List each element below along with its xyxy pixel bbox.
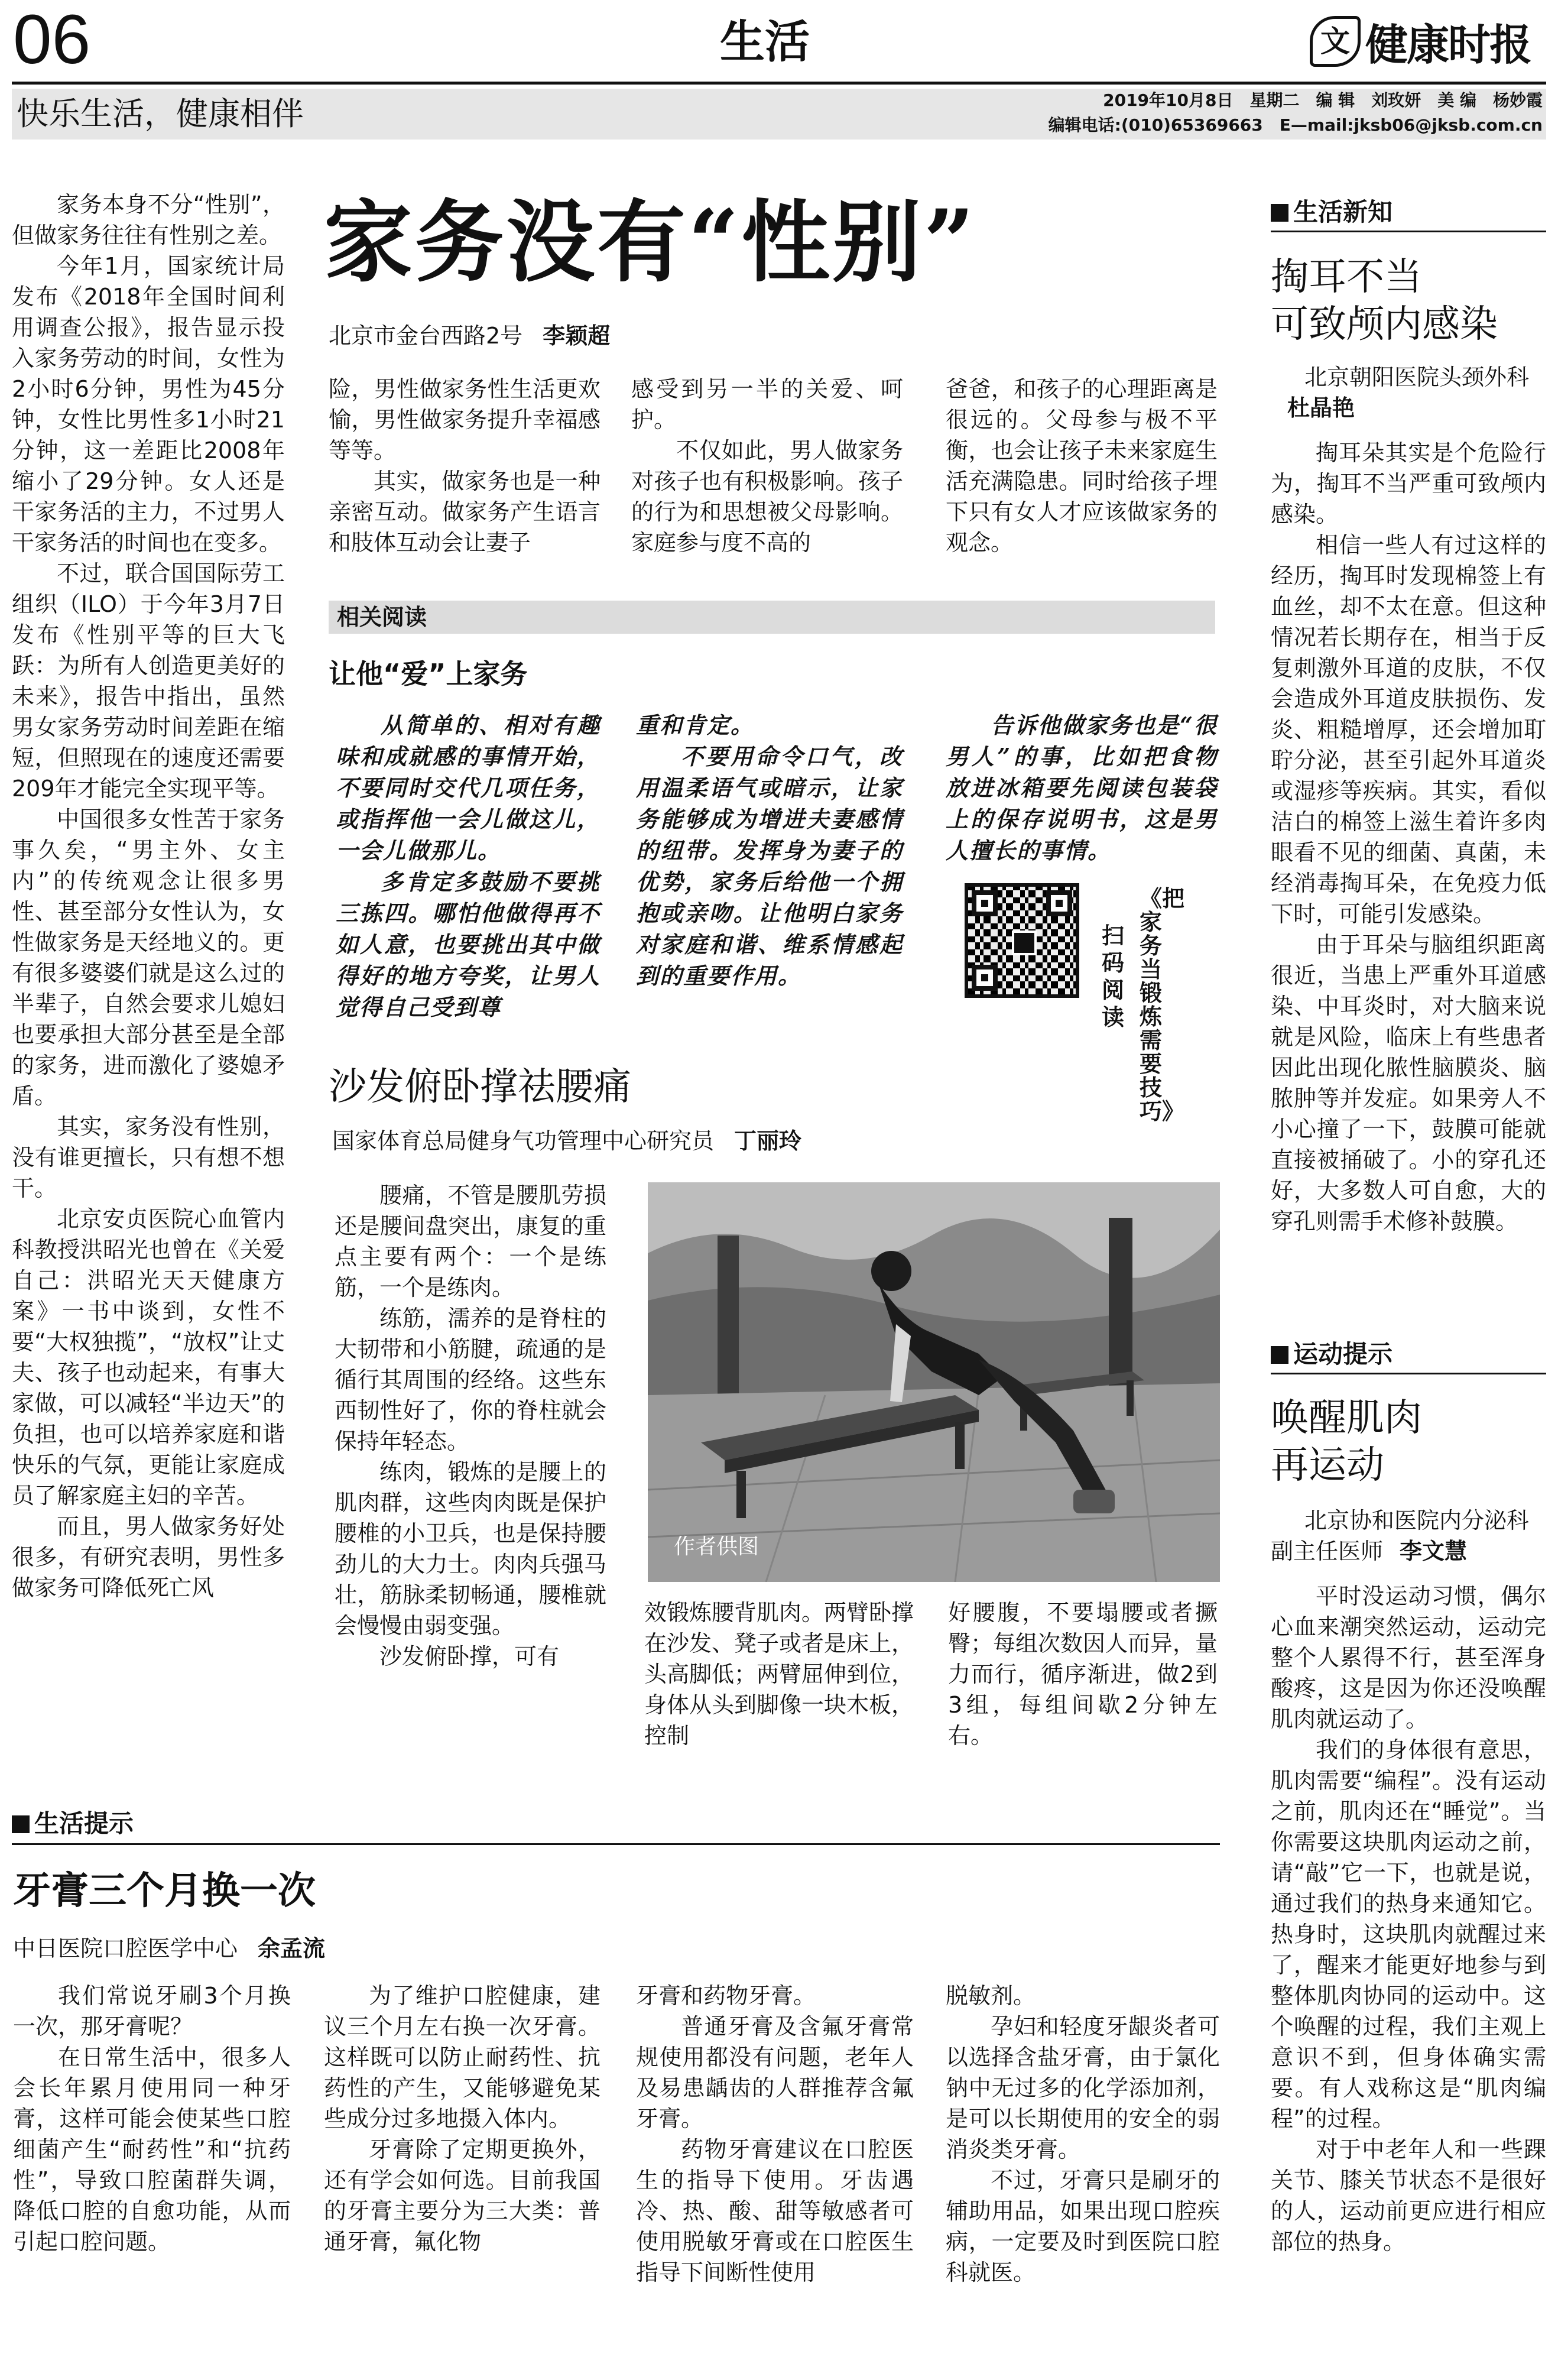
qr-finder-tl (972, 890, 998, 916)
paragraph: 今年1月，国家统计局发布《2018年全国时间利用调查公报》，报告显示投入家务劳动的时间，女性为2小时6分钟，男性为45分钟，女性比男性多1小时21分钟，这一差距比2008年缩小了29分钟。女人还是干家务活的主力，不过男人干家务活的时间也在变多。 (12, 253, 285, 556)
paragraph: 普通牙膏及含氟牙膏常规使用都没有问题，老年人及易患龋齿的人群推荐含氟牙膏。 (636, 2013, 914, 2132)
qr-code[interactable] (965, 883, 1079, 998)
photo-credit: 作者供图 (674, 1535, 759, 1559)
paragraph: 相信一些人有过这样的经历，掏耳时发现棉签上有血丝，却不太在意。但这种情况若长期存在，相当于反复刺激外耳道的皮肤，不仅会造成外耳道皮肤损伤、发炎、粗糙增厚，还会增加耵聍分泌，甚至引起外耳道炎或湿疹等疾病。其实，看似洁白的棉签上滋生着许多肉眼看不见的细菌、真菌，未经消毒掏耳朵，在免疫力低下时，可能引发感染。 (1271, 532, 1546, 927)
tips-column-1 (13, 1980, 291, 2257)
issue-info: 2019年10月8日 星期二 编 辑 刘玫妍 美 编 杨妙霞 (1103, 90, 1543, 110)
paragraph: 孕妇和轻度牙龈炎者可以选择含盐牙膏，由于氯化钠中无过多的化学添加剂，是可以长期使用的安全的弱消炎类牙膏。 (946, 2013, 1220, 2162)
paragraph: 家务本身不分“性别”，但做家务往往有性别之差。 (12, 192, 285, 248)
paragraph: 不要用命令口气，改用温柔语气或暗示，让家务能够成为增进夫妻感情的纽带。发挥身为妻子的优势，家务后给他一个拥抱或亲吻。让他明白家务对家庭和谐、维系情感起到的重要作用。 (636, 743, 903, 989)
tips-rule (12, 1843, 1220, 1845)
related-column-2 (636, 709, 903, 991)
ear-body (1271, 437, 1546, 1237)
tips-column-4 (946, 1980, 1220, 2288)
sport-title-line-1: 唤醒肌肉 (1271, 1396, 1422, 1440)
paragraph: 险，男性做家务性生活更欢愉，男性做家务提升幸福感等等。 (329, 376, 601, 463)
tips-column-3 (636, 1980, 914, 2288)
paragraph: 脱敏剂。 (946, 1983, 1036, 2009)
paragraph: 不过，联合国国际劳工组织（ILO）于今年3月7日发布《性别平等的巨大飞跃：为所有人创造更美好的未来》，报告中指出，虽然男女家务劳动时间差距在缩短，但照现在的速度还需要209年才能完全实现平等。 (12, 560, 285, 802)
header-rule (12, 82, 1546, 85)
ear-title-line-1: 掏耳不当 (1271, 255, 1422, 299)
sofa-title: 沙发俯卧撑祛腰痛 (329, 1065, 631, 1109)
paragraph: 而且，男人做家务好处很多，有研究表明，男性多做家务可降低死亡风 (12, 1513, 285, 1601)
paragraph: 不仅如此，男人做家务对孩子也有积极影响。孩子的行为和思想被父母影响。家庭参与度不高的 (631, 437, 903, 556)
paragraph: 告诉他做家务也是“很男人”的事，比如把食物放进冰箱要先阅读包装袋上的保存说明书，这是男人擅长的事情。 (946, 712, 1218, 864)
sport-title-line-2: 再运动 (1271, 1444, 1384, 1487)
qr-finder-tr (1046, 890, 1072, 916)
qr-caption-a: 扫码阅读 (1102, 923, 1125, 1030)
related-column-3 (946, 709, 1218, 866)
main-left-column (12, 189, 285, 1603)
paragraph: 沙发俯卧撑，可有 (379, 1643, 560, 1669)
tips-column-2 (324, 1980, 601, 2257)
paragraph: 北京安贞医院心血管内科教授洪昭光也曾在《关爱自己：洪昭光天天健康方案》一书中谈到，女性不要“大权独揽”，“放权”让丈夫、孩子也动起来，有事大家做，可以减轻“半边天”的负担，也可以培养家庭和谐快乐的气氛，更能让家庭成员了解家庭主妇的辛苦。 (12, 1206, 285, 1509)
related-banner-label: 相关阅读 (337, 604, 427, 630)
paragraph: 练肉，锻炼的是腰上的肌肉群，这些肉肉既是保护腰椎的小卫兵，也是保持腰劲儿的大力士。肉肉兵强马壮，筋脉柔韧畅通，腰椎就会慢慢由弱变强。 (335, 1459, 606, 1639)
tips-title: 牙膏三个月换一次 (13, 1869, 316, 1913)
logo-icon: 文 (1310, 16, 1361, 67)
paragraph: 多肯定多鼓励不要挑三拣四。哪怕他做得再不如人意，也要挑出其中做得好的地方夸奖，让男人觉得自己受到尊 (336, 868, 601, 1020)
paragraph: 重和肯定。 (636, 712, 755, 738)
main-mid-column-2 (631, 374, 903, 558)
main-title: 家务没有“性别” (324, 190, 977, 294)
sofa-byline: 国家体育总局健身气功管理中心研究员 丁丽玲 (332, 1128, 802, 1154)
paragraph: 在日常生活中，很多人会长年累月使用同一种牙膏，这样可能会使某些口腔细菌产生“耐药性”和“抗药性”，导致口腔菌群失调，降低口腔的自愈功能，从而引起口腔问题。 (13, 2044, 291, 2255)
qr-center-logo (1012, 930, 1037, 955)
slogan: 快乐生活，健康相伴 (17, 95, 304, 132)
paragraph: 我们常说牙刷3个月换一次，那牙膏呢？ (13, 1983, 291, 2039)
paragraph: 练筋，濡养的是脊柱的大韧带和小筋腱，疏通的是循行其周围的经络。这些东西韧性好了，你的脊柱就会保持年轻态。 (335, 1305, 606, 1454)
ear-byline: 北京朝阳医院头颈外科杜晶艳 (1287, 364, 1530, 421)
tips-byline: 中日医院口腔医学中心 余孟流 (13, 1935, 326, 1961)
qr-caption-b: 《把家务当锻炼需要技巧》 (1140, 886, 1185, 1124)
photo-illustration (648, 1182, 1220, 1582)
sport-section-label: 运动提示 (1271, 1340, 1393, 1369)
paper-name: 健康时报 (1365, 20, 1531, 70)
sport-rule (1271, 1373, 1546, 1374)
paragraph: 为了维护口腔健康，建议三个月左右换一次牙膏。这样既可以防止耐药性、抗药性的产生，又能够避免某些成分过多地摄入体内。 (324, 1983, 601, 2132)
qr-finder-bl (972, 965, 998, 991)
paragraph: 对于中老年人和一些踝关节、膝关节状态不是很好的人，运动前更应进行相应部位的热身。 (1271, 2136, 1546, 2255)
paragraph: 其实，家务没有性别，没有谁更擅长，只有想不想干。 (12, 1114, 285, 1201)
contact-info: 编辑电话:(010)65369663 E—mail:jksb06@jksb.com.cn (1048, 115, 1543, 135)
paragraph: 好腰腹，不要塌腰或者撅臀；每组次数因人而异，量力而行，循序渐进，做2到3组，每组间歇2分钟左右。 (948, 1600, 1218, 1749)
paragraph: 牙膏和药物牙膏。 (636, 1983, 816, 2009)
section-name: 生活 (720, 15, 810, 68)
paragraph: 牙膏除了定期更换外，还有学会如何选。目前我国的牙膏主要分为三大类：普通牙膏，氟化物 (324, 2136, 601, 2255)
sofa-bottom-column-3 (948, 1597, 1218, 1751)
related-banner (329, 601, 1215, 634)
paragraph: 由于耳朵与脑组织距离很近，当患上严重外耳道感染、中耳炎时，对大脑来说就是风险，临床上有些患者因此出现化脓性脑膜炎、脑脓肿等并发症。如果旁人不小心撞了一下，鼓膜可能就直接被捅破了。小的穿孔还好，大多数人可自愈，大的穿孔则需手术修补鼓膜。 (1271, 932, 1546, 1234)
ear-rule (1271, 231, 1546, 232)
main-mid-column-3 (946, 374, 1218, 558)
main-byline: 北京市金台西路2号 李颖超 (329, 323, 611, 349)
tips-section-label: 生活提示 (12, 1809, 134, 1838)
related-column-1 (336, 709, 601, 1023)
paragraph: 其实，做家务也是一种亲密互动。做家务产生语言和肢体互动会让妻子 (329, 468, 601, 556)
related-title: 让他“爱”上家务 (329, 658, 528, 690)
paragraph: 不过，牙膏只是刷牙的辅助用品，如果出现口腔疾病，一定要及时到医院口腔科就医。 (946, 2167, 1220, 2285)
paragraph: 从简单的、相对有趣味和成就感的事情开始，不要同时交代几项任务，或指挥他一会儿做这儿，一会儿做那儿。 (336, 712, 601, 864)
masthead-logo (1310, 12, 1531, 71)
sofa-bottom-column-2 (644, 1597, 914, 1751)
paragraph: 平时没运动习惯，偶尔心血来潮突然运动，运动完整个人累得不行，甚至浑身酸疼，这是因为你还没唤醒肌肉就运动了。 (1271, 1583, 1546, 1732)
pushup-photo (648, 1182, 1220, 1582)
main-mid-column-1 (329, 374, 601, 558)
paragraph: 我们的身体很有意思，肌肉需要“编程”。没有运动之前，肌肉还在“睡觉”。当你需要这块肌肉运动之前，请“敲”它一下，也就是说，通过我们的热身来通知它。热身时，这块肌肉就醒过来了，醒来才能更好地参与到整体肌肉协同的运动中。这个唤醒的过程，我们主观上意识不到，但身体确实需要。有人戏称这是“肌肉编程”的过程。 (1271, 1737, 1546, 2132)
paragraph: 效锻炼腰背肌肉。两臂卧撑在沙发、凳子或者是床上，头高脚低；两臂屈伸到位，身体从头到脚像一块木板，控制 (644, 1600, 914, 1749)
paragraph: 药物牙膏建议在口腔医生的指导下使用。牙齿遇冷、热、酸、甜等敏感者可使用脱敏牙膏或在口腔医生指导下间断性使用 (636, 2136, 914, 2285)
paragraph: 感受到另一半的关爱、呵护。 (631, 376, 903, 433)
paragraph: 爸爸，和孩子的心理距离是很远的。父母参与极不平衡，也会让孩子未来家庭生活充满隐患。同时给孩子埋下只有女人才应该做家务的观念。 (946, 376, 1218, 556)
paragraph: 中国很多女性苦于家务事久矣，“男主外、女主内”的传统观念让很多男性、甚至部分女性认为，女性做家务是天经地义的。更有很多婆婆们就是这么过的半辈子，自然会要求儿媳妇也要承担大部分甚至是全部的家务，进而激化了婆媳矛盾。 (12, 806, 285, 1109)
sport-body (1271, 1581, 1546, 2257)
paragraph: 腰痛，不管是腰肌劳损还是腰间盘突出，康复的重点主要有两个：一个是练筋，一个是练肉。 (335, 1182, 606, 1301)
sport-byline: 北京协和医院内分泌科副主任医师 李文慧 (1271, 1507, 1530, 1564)
ear-title-line-2: 可致颅内感染 (1271, 303, 1498, 346)
page-number: 06 (13, 1, 91, 79)
sofa-left-column (335, 1180, 606, 1672)
ear-section-label: 生活新知 (1271, 197, 1393, 227)
paragraph: 掏耳朵其实是个危险行为，掏耳不当严重可致颅内感染。 (1271, 440, 1546, 527)
